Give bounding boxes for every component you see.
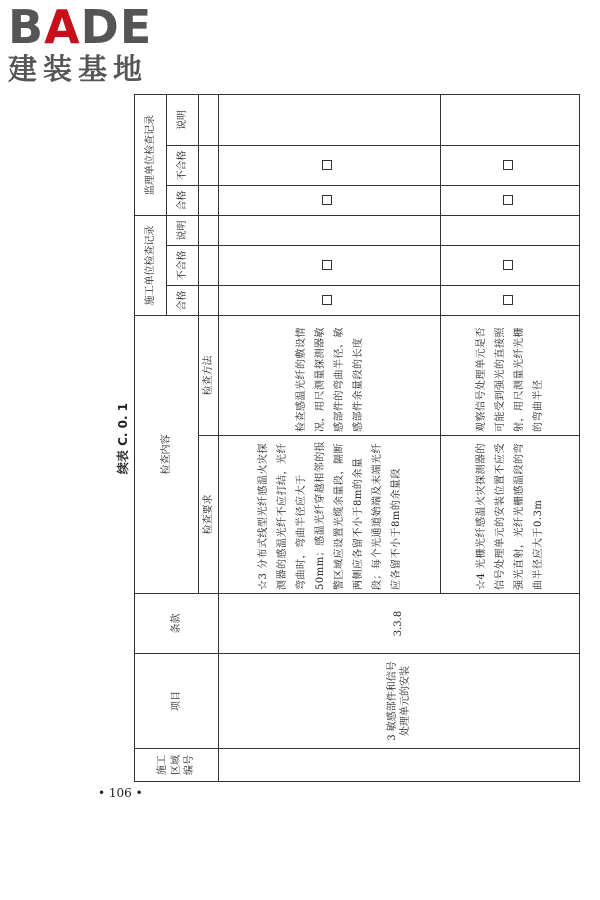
header-clause: 条款 [135, 594, 219, 654]
logo-letter-b: B [8, 0, 45, 54]
supervisor-pass-cell [441, 186, 580, 216]
header-supervisor-note: 说明 [167, 95, 199, 146]
method-cell: 观察信号处理单元是否可能受到强光的直接照射，用尺测量光纤光栅的弯曲半径 [441, 316, 580, 436]
header-contractor-note: 说明 [167, 216, 199, 246]
table-caption: 续表 C. 0. 1 [116, 402, 130, 475]
blank-cell [199, 146, 219, 186]
checkbox-empty[interactable] [503, 261, 513, 271]
logo-letter-a: A [44, 0, 81, 54]
blank-cell [199, 216, 219, 246]
contractor-fail-cell [219, 246, 441, 286]
requirement-cell: ☆4 光栅光纤感温火灾探测器的信号处理单元的安装位置不应受强光直射，光纤光栅感温段的弯曲半径应大于0.3m [441, 436, 580, 594]
supervisor-fail-cell [219, 146, 441, 186]
logo-subtitle: 建装基地 [8, 52, 149, 86]
requirement-cell: ☆3 分布式线型光纤感温火灾探测器的感温光纤不应打结，光纤弯曲时，弯曲半径应大于50mm；感温光纤穿越相邻的报警区域应设置光缆余量段，隔断两侧应各留不小于8m的余量段；每个光通道始端及末端光纤应各留不小于8m的余量段 [219, 436, 441, 594]
supervisor-fail-cell [441, 146, 580, 186]
contractor-pass-cell [441, 286, 580, 316]
contractor-note-cell [441, 216, 580, 246]
header-area-code: 施工区域编号 [135, 749, 219, 782]
header-supervisor-pass: 合格 [167, 186, 199, 216]
supervisor-note-cell [441, 95, 580, 146]
supervisor-note-cell [219, 95, 441, 146]
checkbox-empty[interactable] [503, 161, 513, 171]
item-cell: 3 敏感部件和信号处理单元的安装 [219, 654, 580, 749]
header-contractor-pass: 合格 [167, 286, 199, 316]
contractor-fail-cell [441, 246, 580, 286]
inspection-table [134, 94, 580, 782]
clause-cell: 3.3.8 [219, 594, 580, 654]
logo-wordmark [8, 2, 183, 52]
checkbox-empty[interactable] [503, 196, 513, 206]
header-contractor: 施工单位检查记录 [135, 216, 167, 316]
bade-logo [8, 2, 183, 90]
blank-cell [199, 246, 219, 286]
header-supervisor: 监理单位检查记录 [135, 95, 167, 216]
checkbox-empty[interactable] [322, 196, 332, 206]
supervisor-pass-cell [219, 186, 441, 216]
logo-letters-de: DE [80, 0, 153, 54]
header-supervisor-fail: 不合格 [167, 146, 199, 186]
contractor-note-cell [219, 216, 441, 246]
checkbox-empty[interactable] [322, 161, 332, 171]
method-cell: 检查感温光纤的敷设情况，用尺测量探测器敏感部件的弯曲半径、敏感部件余量段的长度 [219, 316, 441, 436]
rotated-table-region [112, 95, 580, 782]
area-code-cell [219, 749, 580, 782]
blank-cell [199, 95, 219, 146]
checkbox-empty[interactable] [503, 296, 513, 306]
blank-cell [199, 286, 219, 316]
header-contractor-fail: 不合格 [167, 246, 199, 286]
checkbox-empty[interactable] [322, 296, 332, 306]
blank-cell [199, 186, 219, 216]
checkbox-empty[interactable] [322, 261, 332, 271]
header-method: 检查方法 [199, 316, 219, 436]
table-row [219, 95, 441, 782]
header-requirement: 检查要求 [199, 436, 219, 594]
header-content: 检查内容 [135, 316, 199, 594]
contractor-pass-cell [219, 286, 441, 316]
header-row-1 [135, 95, 167, 782]
header-item: 项目 [135, 654, 219, 749]
page-number: • 106 • [98, 786, 143, 800]
